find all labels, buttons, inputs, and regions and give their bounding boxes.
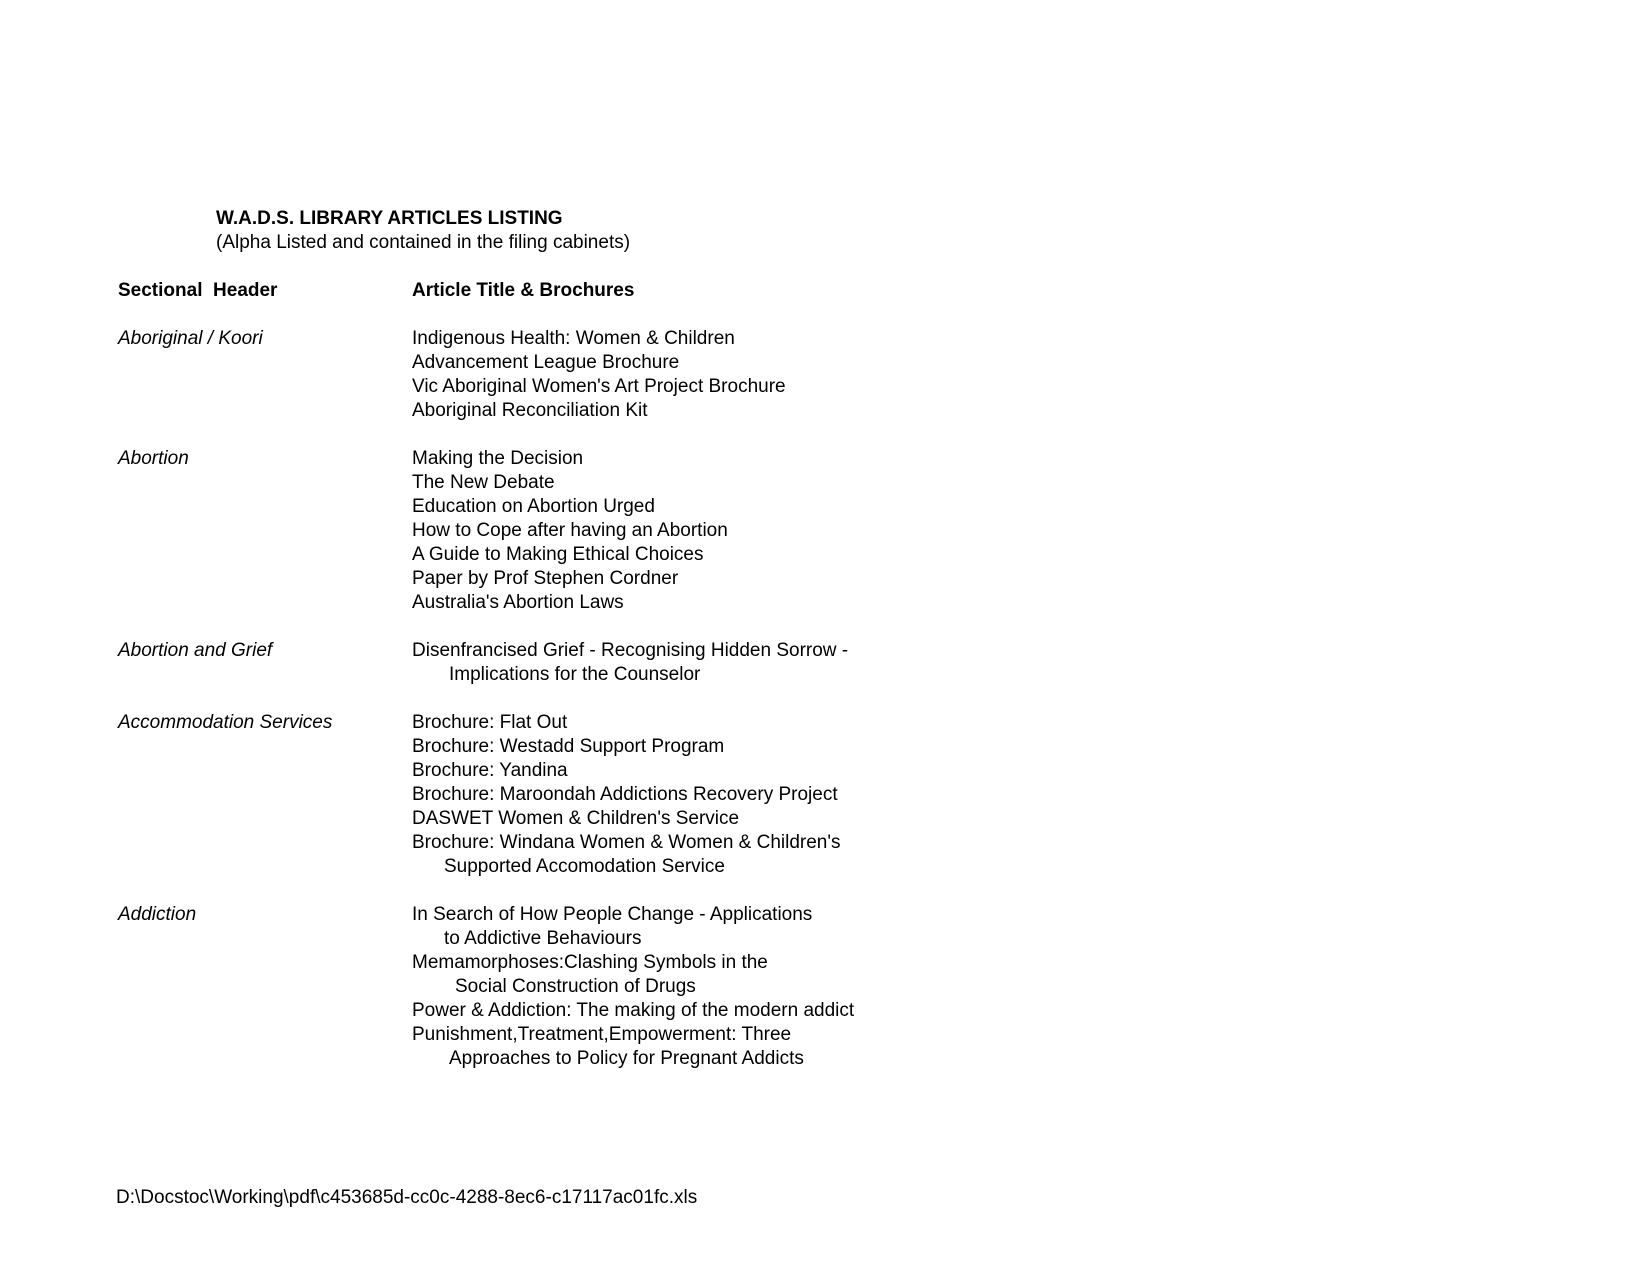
- section-name: Aboriginal / Koori: [118, 328, 263, 349]
- article-item: Vic Aboriginal Women's Art Project Brochure: [412, 376, 786, 397]
- article-item: Paper by Prof Stephen Cordner: [412, 568, 679, 589]
- column-header-articles: Article Title & Brochures: [412, 280, 635, 301]
- article-item: Power & Addiction: The making of the modern addict: [412, 1000, 855, 1021]
- article-item: In Search of How People Change - Applications: [412, 904, 813, 925]
- article-item-continuation: Social Construction of Drugs: [455, 976, 696, 997]
- article-item: Disenfrancised Grief - Recognising Hidden Sorrow -: [412, 640, 849, 661]
- article-item: Brochure: Windana Women & Women & Children's: [412, 832, 841, 853]
- article-list: [412, 639, 1018, 687]
- article-item: Aboriginal Reconciliation Kit: [412, 400, 648, 421]
- article-item: Punishment,Treatment,Empowerment: Three: [412, 1024, 792, 1045]
- section-abortion: [118, 447, 1018, 615]
- article-item: Australia's Abortion Laws: [412, 592, 624, 613]
- article-item: A Guide to Making Ethical Choices: [412, 544, 704, 565]
- section-accommodation-services: [118, 711, 1018, 879]
- column-header-sectional: Sectional Header: [118, 280, 278, 301]
- section-abortion-and-grief: [118, 639, 1018, 687]
- article-item-continuation: Approaches to Policy for Pregnant Addicts: [449, 1048, 804, 1069]
- article-item-continuation: Implications for the Counselor: [449, 664, 701, 685]
- section-addiction: [118, 903, 1018, 1071]
- article-item: Brochure: Yandina: [412, 760, 568, 781]
- document-title: W.A.D.S. LIBRARY ARTICLES LISTING: [216, 208, 563, 229]
- section-name: Abortion and Grief: [118, 640, 273, 661]
- article-item: Education on Abortion Urged: [412, 496, 655, 517]
- article-item: Brochure: Maroondah Addictions Recovery Project: [412, 784, 838, 805]
- article-item: Making the Decision: [412, 448, 584, 469]
- article-list: [412, 447, 1018, 615]
- section-aboriginal-koori: [118, 327, 1018, 423]
- article-item: Brochure: Westadd Support Program: [412, 736, 725, 757]
- section-name: Addiction: [118, 904, 197, 925]
- document-subtitle: (Alpha Listed and contained in the filing cabinets): [216, 232, 631, 253]
- article-item: How to Cope after having an Abortion: [412, 520, 728, 541]
- article-item: Indigenous Health: Women & Children: [412, 328, 735, 349]
- article-item: Memamorphoses:Clashing Symbols in the: [412, 952, 768, 973]
- article-list: [412, 327, 1018, 423]
- sections-list: [118, 327, 1018, 1095]
- footer-file-path: D:\Docstoc\Working\pdf\c453685d-cc0c-4288-8ec6-c17117ac01fc.xls: [116, 1187, 698, 1208]
- section-name: Abortion: [118, 448, 189, 469]
- article-item: Brochure: Flat Out: [412, 712, 568, 733]
- article-list: [412, 903, 1018, 1071]
- article-item-continuation: Supported Accomodation Service: [444, 856, 725, 877]
- article-item: DASWET Women & Children's Service: [412, 808, 740, 829]
- article-item: Advancement League Brochure: [412, 352, 680, 373]
- section-name: Accommodation Services: [118, 712, 333, 733]
- article-list: [412, 711, 1018, 879]
- article-item: The New Debate: [412, 472, 555, 493]
- article-item-continuation: to Addictive Behaviours: [444, 928, 642, 949]
